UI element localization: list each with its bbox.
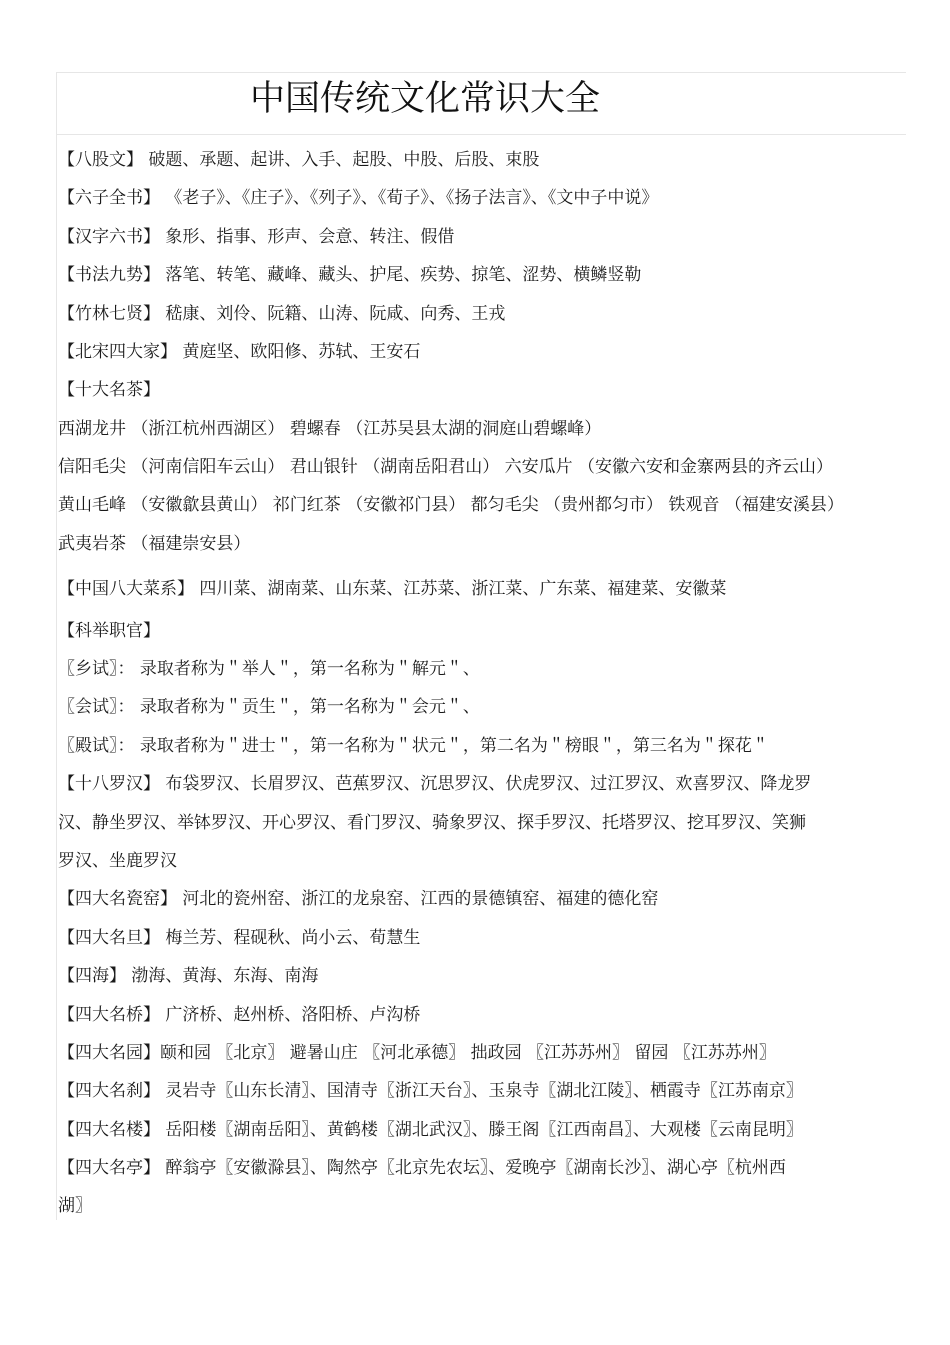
text-line: 【四大名瓷窑】 河北的瓷州窑、浙江的龙泉窑、江西的景德镇窑、福建的德化窑	[58, 889, 659, 909]
text-line: 〖殿试〗： 录取者称为＂进士＂，第一名称为＂状元＂，第二名为＂榜眼＂，第三名为＂探花＂	[58, 736, 769, 756]
text-line: 【中国八大菜系】 四川菜、湖南菜、山东菜、江苏菜、浙江菜、广东菜、福建菜、安徽菜	[58, 579, 727, 599]
text-line: 【书法九势】 落笔、转笔、藏峰、藏头、护尾、疾势、掠笔、涩势、横鳞竖勒	[58, 265, 642, 285]
text-line: 【汉字六书】 象形、指事、形声、会意、转注、假借	[58, 227, 455, 247]
text-line: 【四大名桥】 广济桥、赵州桥、洛阳桥、卢沟桥	[58, 1005, 421, 1025]
text-line: 【八股文】 破题、承题、起讲、入手、起股、中股、后股、束股	[58, 150, 540, 170]
text-line: 武夷岩茶 （福建崇安县）	[58, 534, 251, 554]
text-line: 【竹林七贤】 嵇康、刘伶、阮籍、山涛、阮咸、向秀、王戎	[58, 304, 506, 324]
text-line: 【四大名旦】 梅兰芳、程砚秋、尚小云、荀慧生	[58, 928, 421, 948]
text-line: 信阳毛尖 （河南信阳车云山） 君山银针 （湖南岳阳君山） 六安瓜片 （安徽六安和金寨两县的齐云山）	[58, 457, 834, 477]
text-line: 罗汉、坐鹿罗汉	[58, 851, 177, 871]
text-line: 【六子全书】 《老子》、《庄子》、《列子》、《荀子》、《扬子法言》、《文中子中说》	[58, 188, 659, 208]
text-line: 〖会试〗： 录取者称为＂贡生＂，第一名称为＂会元＂、	[58, 697, 480, 717]
text-line: 【十大名茶】	[58, 380, 160, 400]
text-line: 【四大名园】颐和园 〖北京〗 避暑山庄 〖河北承德〗 拙政园 〖江苏苏州〗 留园 〖江苏苏州〗	[58, 1043, 776, 1063]
text-line: 湖〗	[58, 1196, 92, 1216]
left-rule	[56, 135, 57, 1220]
text-line: 【科举职官】	[58, 621, 160, 641]
text-line: 〖乡试〗： 录取者称为＂举人＂，第一名称为＂解元＂、	[58, 659, 480, 679]
text-line: 【四大名亭】 醉翁亭〖安徽滁县〗、陶然亭〖北京先农坛〗、爱晚亭〖湖南长沙〗、湖心亭〖杭州西	[58, 1158, 786, 1178]
text-line: 汉、静坐罗汉、举钵罗汉、开心罗汉、看门罗汉、骑象罗汉、探手罗汉、托塔罗汉、挖耳罗汉、笑狮	[58, 813, 806, 833]
text-line: 【四大名刹】 灵岩寺〖山东长清〗、国清寺〖浙江天台〗、玉泉寺〖湖北江陵〗、栖霞寺〖江苏南京〗	[58, 1081, 803, 1101]
page-title: 中国传统文化常识大全	[250, 79, 601, 119]
text-line: 【四海】 渤海、黄海、东海、南海	[58, 966, 319, 986]
text-line: 黄山毛峰 （安徽歙县黄山） 祁门红茶 （安徽祁门县） 都匀毛尖 （贵州都匀市） 铁观音 （福建安溪县）	[58, 495, 844, 515]
text-line: 【四大名楼】 岳阳楼〖湖南岳阳〗、黄鹤楼〖湖北武汉〗、滕王阁〖江西南昌〗、大观楼〖云南昆明〗	[58, 1120, 803, 1140]
text-line: 【十八罗汉】 布袋罗汉、长眉罗汉、芭蕉罗汉、沉思罗汉、伏虎罗汉、过江罗汉、欢喜罗汉、降龙罗	[58, 774, 812, 794]
text-line: 西湖龙井 （浙江杭州西湖区） 碧螺春 （江苏吴县太湖的洞庭山碧螺峰）	[58, 419, 602, 439]
text-line: 【北宋四大家】 黄庭坚、欧阳修、苏轼、王安石	[58, 342, 421, 362]
